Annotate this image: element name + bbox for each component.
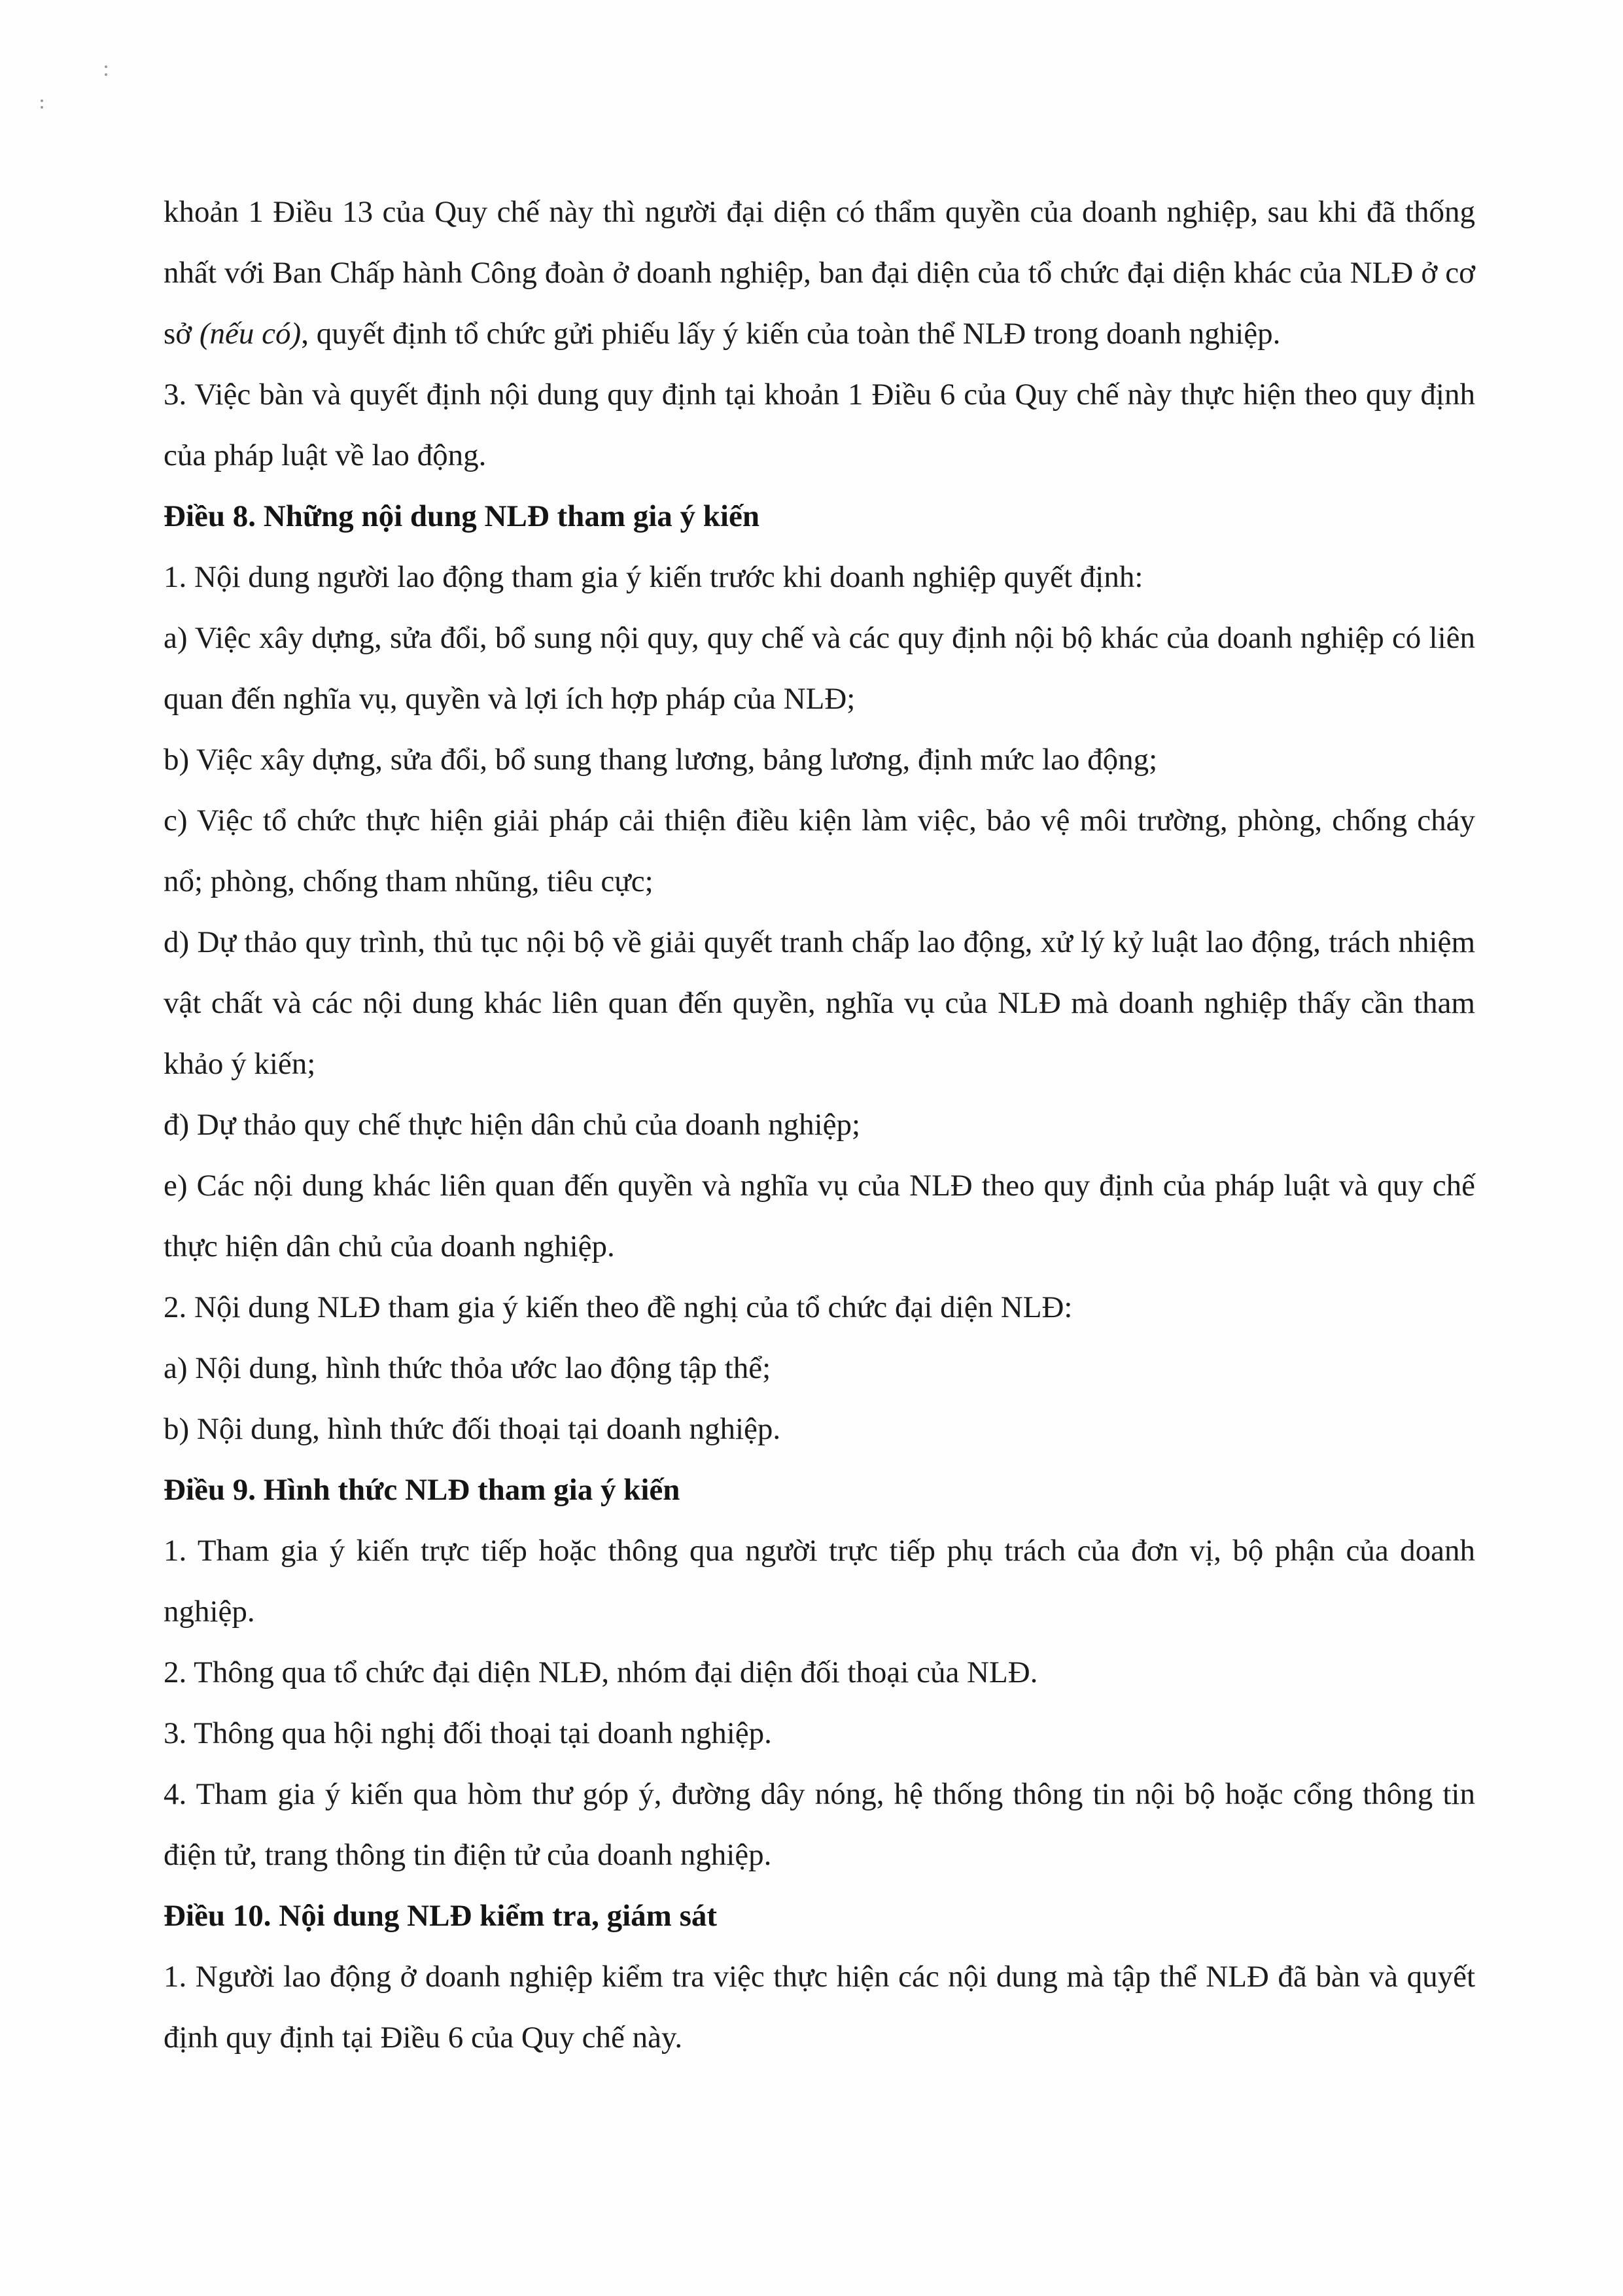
scan-mark [105, 73, 107, 76]
article-heading: Điều 9. Hình thức NLĐ tham gia ý kiến [164, 1473, 680, 1507]
paragraph: 3. Việc bàn và quyết định nội dung quy định tại khoản 1 Điều 6 của Quy chế này thực hiện theo quy định của pháp luật về lao động. [164, 378, 1475, 472]
paragraph: 1. Tham gia ý kiến trực tiếp hoặc thông qua người trực tiếp phụ trách của đơn vị, bộ phận của doanh nghiệp. [164, 1534, 1475, 1629]
paragraph: 1. Nội dung người lao động tham gia ý kiến trước khi doanh nghiệp quyết định: [164, 560, 1143, 594]
list-item: c) Việc tổ chức thực hiện giải pháp cải thiện điều kiện làm việc, bảo vệ môi trường, phòng, chống cháy nổ; phòng, chống tham nhũng, tiêu cực; [164, 804, 1475, 898]
list-item: a) Nội dung, hình thức thỏa ước lao động tập thể; [164, 1351, 771, 1385]
list-item: e) Các nội dung khác liên quan đến quyền và nghĩa vụ của NLĐ theo quy định của pháp luật và quy chế thực hiện dân chủ của doanh nghiệp. [164, 1169, 1475, 1263]
list-item: b) Việc xây dựng, sửa đổi, bổ sung thang lương, bảng lương, định mức lao động; [164, 743, 1158, 777]
list-item: a) Việc xây dựng, sửa đổi, bổ sung nội quy, quy chế và các quy định nội bộ khác của doanh nghiệp có liên quan đến nghĩa vụ, quyền và lợi ích hợp pháp của NLĐ; [164, 621, 1475, 716]
article-heading: Điều 10. Nội dung NLĐ kiểm tra, giám sát [164, 1899, 718, 1933]
scan-mark [41, 99, 43, 102]
scan-mark [105, 65, 107, 68]
list-item: đ) Dự thảo quy chế thực hiện dân chủ của doanh nghiệp; [164, 1108, 861, 1142]
list-item: b) Nội dung, hình thức đối thoại tại doanh nghiệp. [164, 1412, 781, 1446]
paragraph: 1. Người lao động ở doanh nghiệp kiểm tra việc thực hiện các nội dung mà tập thể NLĐ đã bàn và quyết định quy định tại Điều 6 của Quy chế này. [164, 1960, 1475, 2055]
paragraph: 2. Nội dung NLĐ tham gia ý kiến theo đề nghị của tổ chức đại diện NLĐ: [164, 1290, 1073, 1324]
italic-note: (nếu có) [199, 317, 302, 351]
paragraph: 3. Thông qua hội nghị đối thoại tại doanh nghiệp. [164, 1716, 772, 1750]
article-heading: Điều 8. Những nội dung NLĐ tham gia ý kiến [164, 499, 759, 533]
paragraph: 4. Tham gia ý kiến qua hòm thư góp ý, đường dây nóng, hệ thống thông tin nội bộ hoặc cổng thông tin điện tử, trang thông tin điện tử của doanh nghiệp. [164, 1777, 1475, 1872]
paragraph-continuation: khoản 1 Điều 13 của Quy chế này thì người đại diện có thẩm quyền của doanh nghiệp, sau khi đã thống nhất với Ban Chấp hành Công đoàn ở doanh nghiệp, ban đại diện của tổ chức đại diện khác của NLĐ ở cơ sở (nếu có), quyết định tổ chức gửi phiếu lấy ý kiến của toàn thể NLĐ trong doanh nghiệp. [164, 195, 1475, 351]
document-body [164, 182, 1475, 2068]
paragraph: 2. Thông qua tổ chức đại diện NLĐ, nhóm đại diện đối thoại của NLĐ. [164, 1655, 1038, 1689]
list-item: d) Dự thảo quy trình, thủ tục nội bộ về giải quyết tranh chấp lao động, xử lý kỷ luật lao động, trách nhiệm vật chất và các nội dung khác liên quan đến quyền, nghĩa vụ của NLĐ mà doanh nghiệp thấy cần tham khảo ý kiến; [164, 925, 1475, 1081]
scan-mark [41, 106, 43, 109]
